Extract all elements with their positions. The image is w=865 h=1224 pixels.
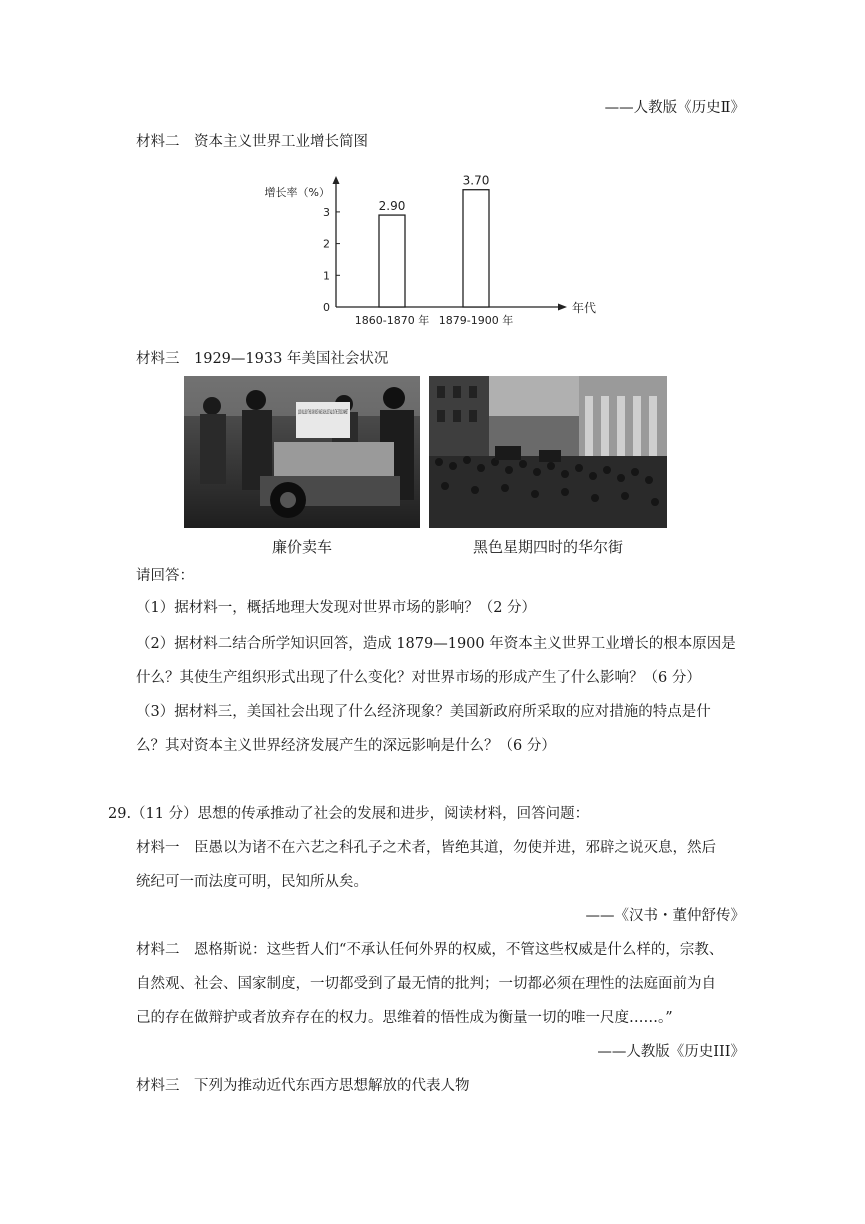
x-tick-label: 1860-1870 年 (354, 314, 430, 327)
material-1-line-2: 统纪可一而法度可明，民知所从矣。 (136, 874, 368, 890)
question-2-line-1: （2）据材料二结合所学知识回答，造成 1879—1900 年资本主义世界工业增长的根本原因是 (136, 636, 736, 652)
y-tick-label: 3 (323, 205, 330, 219)
car-sign-text: $100 WILL BUY THIS CAR MUST HAVE CASH LOST ALL ON THE STOCK MARKET (298, 409, 349, 416)
y-tick-label: 1 (323, 269, 330, 283)
question-3-line-1: （3）据材料三，美国社会出现了什么经济现象？美国新政府所采取的应对措施的特点是什 (136, 704, 711, 720)
y-tick-label: 2 (323, 237, 330, 251)
x-axis-label: 年代 (572, 301, 597, 315)
question-29: 29.（11 分）思想的传承推动了社会的发展和进步，阅读材料，回答问题： (108, 806, 590, 822)
y-tick-label: 0 (323, 301, 330, 314)
bar-data-label: 2.90 (378, 199, 406, 214)
photo-wall-street (429, 376, 667, 528)
material-2-line-3: 己的存在做辩护或者放弃存在的权力。思维着的悟性成为衡量一切的唯一尺度……。” (136, 1010, 673, 1026)
source-line-3: ——人教版《历史III》 (597, 1044, 745, 1060)
y-axis-label: 增长率（%） (264, 186, 330, 199)
material-1-line-1: 材料一 臣愚以为诸不在六艺之科孔子之术者，皆绝其道，勿使并进，邪辟之说灭息，然后 (136, 840, 716, 856)
y-axis-arrow (333, 176, 340, 184)
x-tick-label: 1879-1900 年 (438, 314, 514, 327)
question-2-line-2: 什么？其使生产组织形式出现了什么变化？对世界市场的形成产生了什么影响？（6 分） (136, 670, 701, 686)
answer-prompt: 请回答： (136, 568, 194, 584)
photo-caption-2: 黑色星期四时的华尔街 (472, 538, 623, 556)
material-3-title: 材料三 1929—1933 年美国社会状况 (136, 351, 389, 367)
photo-cheap-car (184, 376, 420, 528)
source-line-2: ——《汉书・董仲舒传》 (585, 908, 745, 924)
industrial-growth-chart (264, 170, 600, 330)
question-3-line-2: 么？其对资本主义世界经济发展产生的深远影响是什么？（6 分） (136, 738, 556, 754)
source-line-1: ——人教版《历史Ⅱ》 (604, 100, 745, 116)
bar (463, 190, 489, 307)
bar-data-label: 3.70 (462, 173, 490, 188)
material-2-line-2: 自然观、社会、国家制度，一切都受到了最无情的批判；一切都必须在理性的法庭面前为自 (136, 976, 716, 992)
x-axis-arrow (558, 304, 567, 311)
bar (379, 215, 405, 307)
question-1: （1）据材料一，概括地理大发现对世界市场的影响？（2 分） (136, 600, 537, 616)
material-2-title: 材料二 资本主义世界工业增长简图 (136, 134, 368, 150)
material-3-question-title: 材料三 下列为推动近代东西方思想解放的代表人物 (136, 1078, 470, 1094)
photo-caption-1: 廉价卖车 (271, 538, 332, 556)
material-2-line-1: 材料二 恩格斯说：这些哲人们“不承认任何外界的权威，不管这些权威是什么样的，宗教、 (136, 942, 724, 958)
